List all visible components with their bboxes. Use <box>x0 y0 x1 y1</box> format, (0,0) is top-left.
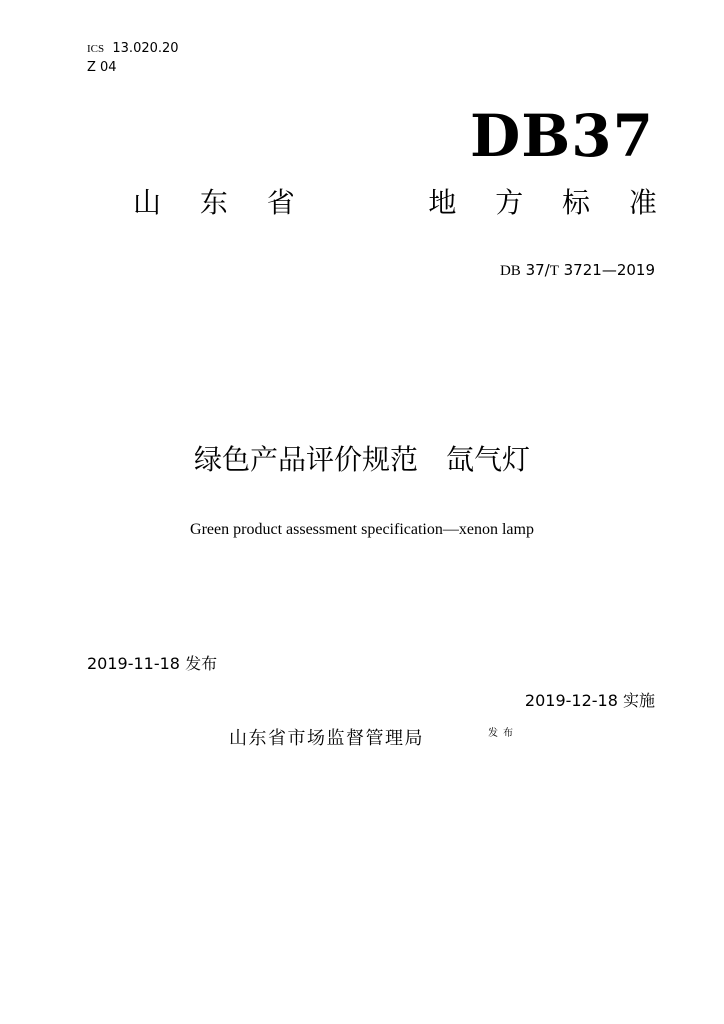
implementation-date: 2019-12-18 实施 <box>524 691 655 710</box>
issue-date: 2019-11-18 发布 <box>87 654 218 673</box>
ics-label: ICS <box>87 43 105 55</box>
classification-code: Z 04 <box>87 60 117 75</box>
document-title-cn: 绿色产品评价规范 氙气灯 <box>193 443 530 476</box>
standard-type-char: 准 <box>628 186 657 219</box>
standard-number <box>500 260 655 281</box>
standard-number-prefix: DB <box>499 263 521 279</box>
standard-type-heading <box>133 185 657 221</box>
standard-type-char: 省 <box>266 186 295 219</box>
ics-line <box>87 41 179 57</box>
standard-number-rest: 3721—2019 <box>558 261 655 279</box>
standard-type-char: 标 <box>562 186 591 219</box>
ics-code: 13.020.20 <box>112 41 179 56</box>
issuing-authority: 山东省市场监督管理局 <box>229 728 424 749</box>
standard-type-char: 东 <box>199 186 228 219</box>
standard-logo: DB37 <box>469 102 654 170</box>
standard-type-char: 方 <box>495 186 524 219</box>
document-title-en: Green product assessment specification—xenon lamp <box>190 521 534 538</box>
standard-type-gap <box>334 185 390 221</box>
standard-number-middle: 37/ <box>525 261 550 279</box>
issuing-suffix: 发布 <box>488 728 518 739</box>
standard-number-t: T <box>549 263 559 279</box>
standard-type-char: 山 <box>133 186 162 219</box>
standard-type-char: 地 <box>428 186 457 219</box>
